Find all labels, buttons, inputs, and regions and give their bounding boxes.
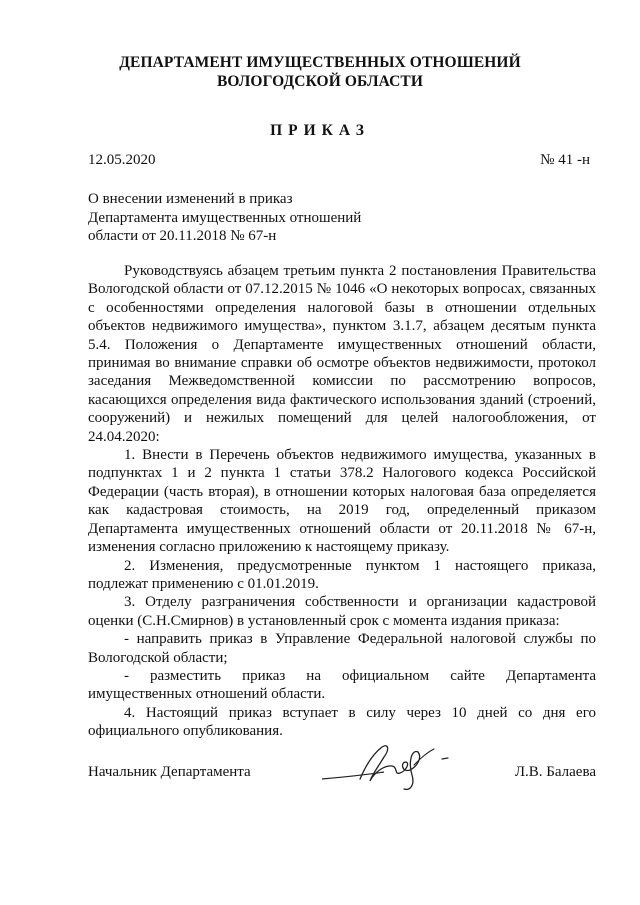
signatory-position: Начальник Департамента xyxy=(88,764,251,780)
preamble-paragraph: Руководствуясь абзацем третьим пункта 2 постановления Правительства Вологодской области от 07.12.2015 № 1046 «О некоторых вопросах, связанных с особенностями определения налоговой базы в отношении отдельных объектов недвижимого имущества», пунктом 3.1.7, абзацем десятым пункта 5.4. Положения о Департаменте имущественных отношений области, принимая во внимание справки об осмотре объектов недвижимости, протокол заседания Межведомственной комиссии по рассмотрению вопросов, касающихся определения вида фактического использования зданий (строений, сооружений) и нежилых помещений для целей налогообложения, от 24.04.2020: xyxy=(88,263,596,445)
document-title: ПРИКАЗ xyxy=(270,122,370,139)
subject-line: Департамента имущественных отношений xyxy=(88,209,362,226)
department-header xyxy=(0,53,640,91)
header-line-1: ДЕПАРТАМЕНТ ИМУЩЕСТВЕННЫХ ОТНОШЕНИЙ xyxy=(119,54,521,71)
clause-3-bullet: - направить приказ в Управление Федеральной налоговой службы по Вологодской области; xyxy=(88,631,596,666)
clause-3-bullet: - разместить приказ на официальном сайте Департамента имущественных отношений области. xyxy=(88,667,596,703)
order-subject xyxy=(88,190,361,246)
clause-4-paragraph: 4. Настоящий приказ вступает в силу через 10 дней со дня его официального опубликования. xyxy=(88,704,596,740)
signatory-name: Л.В. Балаева xyxy=(514,764,596,780)
order-body xyxy=(88,262,596,741)
signature-block xyxy=(88,764,596,784)
clause-3-paragraph: 3. Отделу разграничения собственности и организации кадастровой оценки (С.Н.Смирнов) в установленный срок с момента издания приказа: xyxy=(88,594,596,629)
order-date: 12.05.2020 xyxy=(88,152,156,168)
order-number: № 41 -н xyxy=(540,152,590,168)
subject-line: О внесении изменений в приказ xyxy=(88,191,293,207)
clause-2-paragraph: 2. Изменения, предусмотренные пунктом 1 настоящего приказа, подлежат применению с 01.01.2019. xyxy=(88,557,596,592)
subject-line: области от 20.11.2018 № 67-н xyxy=(88,228,277,244)
header-line-2: ВОЛОГОДСКОЙ ОБЛАСТИ xyxy=(216,73,424,90)
clause-1-paragraph: 1. Внести в Перечень объектов недвижимого имущества, указанных в подпунктах 1 и 2 пункта 1 статьи 378.2 Налогового кодекса Российской Федерации (часть вторая), в отношении которых налоговая база определяется как кадастровая стоимость, на 2019 год, определенный приказом Департамента имущественных отношений области от 20.11.2018 № 67-н, изменения согласно приложению к настоящему приказу. xyxy=(88,447,596,556)
